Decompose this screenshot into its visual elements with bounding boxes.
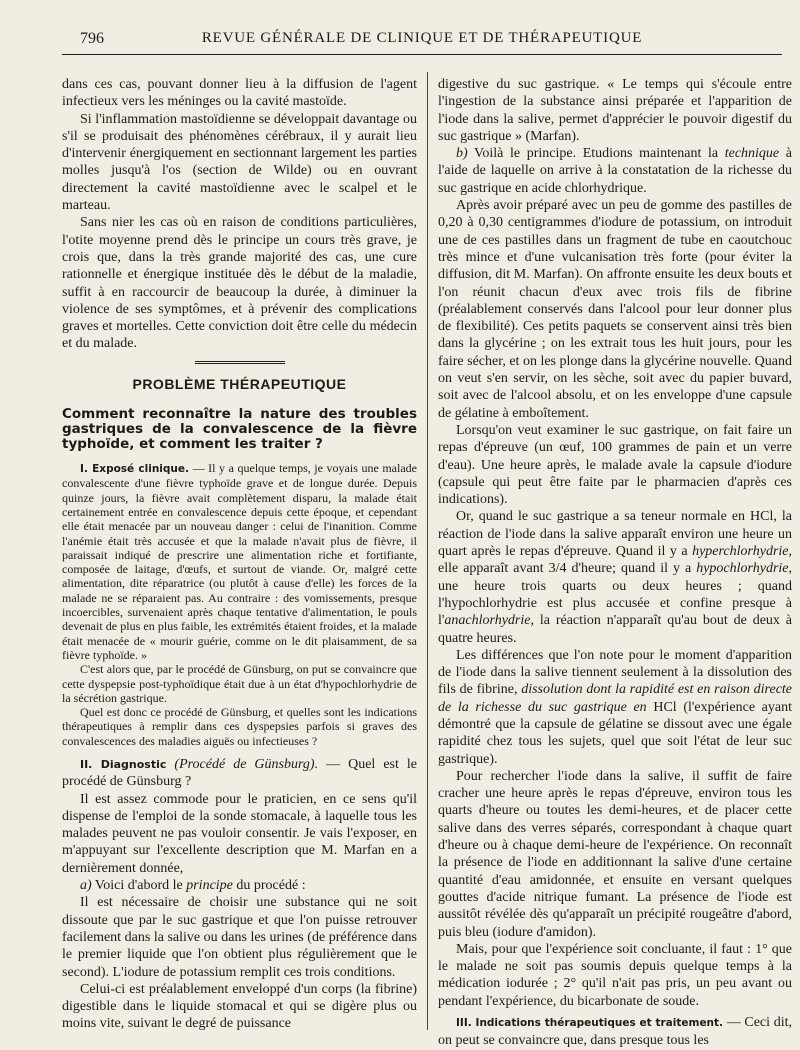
article-title: Comment reconnaître la nature des troubles gastriques de la convalescence de la fièvre typhoïde, et comment les traiter ?	[62, 406, 417, 453]
emphasis: hypochlorhydrie	[696, 561, 789, 577]
emphasis: hyperchlorhydrie	[692, 544, 789, 560]
paragraph: Les différences que l'on note pour le moment d'apparition de l'iode dans la salive tiennent seulement à la dissolution des fils de fibrine, dissolution dont la rapidité est en raison directe de la richesse du suc gastrique en HCl (l'expérience ayant démontré que la capsule de gélatine se dissout avec une égale rapidité chez tous les sujets, quel que soit l'état de leur suc gastrique).	[438, 647, 793, 767]
running-title: REVUE GÉNÉRALE DE CLINIQUE ET DE THÉRAPEUTIQUE	[201, 30, 643, 46]
paragraph	[62, 461, 417, 662]
paragraph: Pour rechercher l'iode dans la salive, il suffit de faire cracher une heure après le repas d'épreuve, environ tous les quarts d'heure ou toutes les demi-heures, et de placer cette salive dans des verres séparés, correspondant à chaque quart d'heure ou à chaque demi-heure de l'expérience. On reconnaît la présence de l'iode en additionnant la salive d'une certaine quantité d'eau amidonnée, et ensuite en versant quelques gouttes d'acide nitrique fumant. La présence de l'iode est aussitôt révélée dès qu'apparaît un précipité rougeâtre d'abord, puis bleu (iodure d'amidon).	[438, 768, 792, 940]
paragraph-text: — Quel est le procédé de Günsburg ?	[62, 756, 417, 790]
emphasis: principe	[186, 878, 233, 894]
header-rule	[62, 54, 782, 55]
page-header	[62, 26, 782, 56]
subsection-label: I. Exposé clinique.	[80, 463, 189, 476]
right-column	[438, 76, 793, 1049]
paragraph-text: — Ceci dit, on peut se convaincre que, dans presque tous les	[438, 1015, 792, 1049]
subsection-italic: (Procédé de Günsburg).	[174, 756, 319, 772]
paragraph: Lorsqu'on veut examiner le suc gastrique, on fait faire un repas d'épreuve (un œuf, 100 grammes de pain et un verre d'eau). Une heure après, le malade avale la capsule d'iodure (capsule qui peut être faite par le pharmacien d'après ces indications).	[438, 422, 792, 508]
emphasis: anachlorhydrie	[444, 613, 531, 629]
paragraph	[62, 756, 417, 791]
paragraph: Mais, pour que l'expérience soit concluante, il faut : 1° que le malade ne soit pas soumis depuis quelque temps à la médication iodurée ; 2° qu'il n'ait pas pris, un peu avant ou pendant l'expérience, du bicarbonate de soude.	[438, 941, 792, 1009]
item-label: a)	[80, 878, 92, 894]
paragraph: Or, quand le suc gastrique a sa teneur normale en HCl, la réaction de l'iode dans la salive apparaît environ une heure un quart après le repas d'épreuve. Quand il y a hyperchlorhydrie, elle apparaît avant 3/4 d'heure; quand il y a hypochlorhydrie, une heure trois quarts ou deux heures ; quand l'hypochlorhydrie est plus accusée et confine presque à l'anachlorhydrie, la réaction n'apparaît qu'au bout de deux à quatre heures.	[438, 509, 792, 646]
paragraph: Celui-ci est préalablement enveloppé d'un corps (la fibrine) digestible dans le liquide stomacal et qui se digère plus ou moins vite, suivant le degré de puissance	[62, 981, 417, 1032]
spacer	[62, 748, 417, 756]
subsection-label: III. Indications thérapeutiques et traitement.	[456, 1017, 724, 1030]
paragraph: C'est alors que, par le procédé de Günsburg, on put se convaincre que cette dyspepsie post-typhoïdique était due à un état d'hypochlorhydrie de la sécrétion gastrique.	[62, 662, 417, 705]
paragraph: Quel est donc ce procédé de Günsburg, et quelles sont les indications thérapeutiques à remplir dans ces dyspepsies parfois si graves des convalescences des maladies aiguës ou infectieuses ?	[62, 705, 417, 748]
paragraph: Si l'inflammation mastoïdienne se développait davantage ou s'il se produisait des phénomènes cérébraux, il y aurait lieu d'intervenir énergiquement en sectionnant largement les parties molles jusqu'à l'os (section de Wilde) ou en ouvrant directement la cavité mastoïdienne avec le scalpel et le marteau.	[62, 111, 417, 214]
paragraph	[438, 1014, 792, 1050]
section-title: PROBLÈME THÉRAPEUTIQUE	[132, 375, 347, 392]
emphasis: technique	[724, 146, 780, 162]
paragraph: Il est assez commode pour le praticien, en ce sens qu'il dispense de l'emploi de la sonde stomacale, à laquelle tous les malades peuvent ne pas vouloir consentir. Je vais l'exposer, en m'appuyant sur l'excellente description que M. Marfan en a dernièrement donnée,	[62, 791, 417, 876]
paragraph: dans ces cas, pouvant donner lieu à la diffusion de l'agent infectieux vers les méninges ou la cavité mastoïde.	[62, 77, 417, 110]
subsection-label: II. Diagnostic	[80, 757, 167, 771]
item-label: b)	[456, 146, 468, 162]
paragraph: b) Voilà le principe. Etudions maintenant la technique à l'aide de laquelle on arrive à la constatation de la richesse du suc gastrique en acide chlorhydrique.	[438, 146, 792, 196]
page-number: 796	[80, 30, 104, 47]
paragraph: Il est nécessaire de choisir une substance qui ne soit dissoute que par le suc gastrique et que l'on puisse retrouver facilement dans la salive ou dans les urines (de préférence dans le premier liquide que l'on obtient plus régulièrement que le second). L'iodure de potassium remplit ces trois conditions.	[62, 895, 417, 980]
paragraph: digestive du suc gastrique. « Le temps qui s'écoule entre l'ingestion de la substance ainsi préparée et l'apparition de l'iode dans la salive, permet d'apprécier le pouvoir digestif du suc gastrique » (Marfan).	[438, 77, 792, 144]
left-column	[62, 76, 417, 1036]
paragraph: Après avoir préparé avec un peu de gomme des pastilles de 0,20 à 0,30 centigrammes d'iodure de potassium, on introduit une de ces pastilles dans un fragment de tube en caoutchouc très mince et d'une vulcanisation très forte (pour éviter la diffusion, dit M. Marfan). On affronte ensuite les deux bouts et l'on réunit chacun d'eux avec trois fils de fibrine (préalablement conservés dans l'alcool pour leur donner plus de flexibilité). Ces petits paquets se conservent ainsi très bien dans la glycérine ; on les extrait tous les huit jours, pour les faire sécher, et on les plonge dans la glycérine nouvelle. Quand on veut s'en servir, on les sèche, soit avec du papier buvard, soit avec de l'alcool absolu, et on les enveloppe d'une capsule de gélatine à emboîtement.	[438, 198, 792, 421]
paragraph-text: — Il y a quelque temps, je voyais une malade convalescente d'une fièvre typhoïde grave et de longue durée. Depuis quinze jours, la fièvre avait complètement disparu, la malade était certainement entrée en convalescence depuis cette époque, et cependant elle était menacée par un nouveau danger : celui de l'inanition. Comme l'anémie était très accusée et que la malade n'avait plus de fièvre, il paraissait indiqué de prescrire une alimentation riche et fortifiante, composée de laitage, d'œufs, et surtout de viande. Or, malgré cette alimentation, dite réparatrice (ou plutôt à cause d'elle) les forces de la malade ne se réparaient pas. Au contraire : des vomissements, presque incoercibles, survenaient après chaque tentative d'alimentation, le pouls devenait de plus en plus faible, les extrémités étaient froides, et la malade était menacée de « mourir guérie, comme on le dit plaisamment, de sa fièvre typhoïde. »	[62, 461, 417, 662]
paragraph: a) Voici d'abord le principe du procédé :	[80, 878, 306, 894]
paragraph: Sans nier les cas où en raison de conditions particulières, l'otite moyenne prend dès le principe un cours très grave, je crois que, dans la très grande majorité des cas, une cure rationnelle et énergique instituée dès le début de la maladie, suffit à en raccourcir de beaucoup la durée, à diminuer la violence de ses symptômes, et à prévenir des complications graves et mortelles. Cette conviction doit être celle du médecin et du malade.	[62, 215, 417, 352]
column-divider	[427, 72, 428, 1030]
emphasis: dissolution dont la rapidité est en raison directe de la richesse du suc gastrique en	[438, 682, 793, 715]
section-divider	[195, 361, 285, 366]
